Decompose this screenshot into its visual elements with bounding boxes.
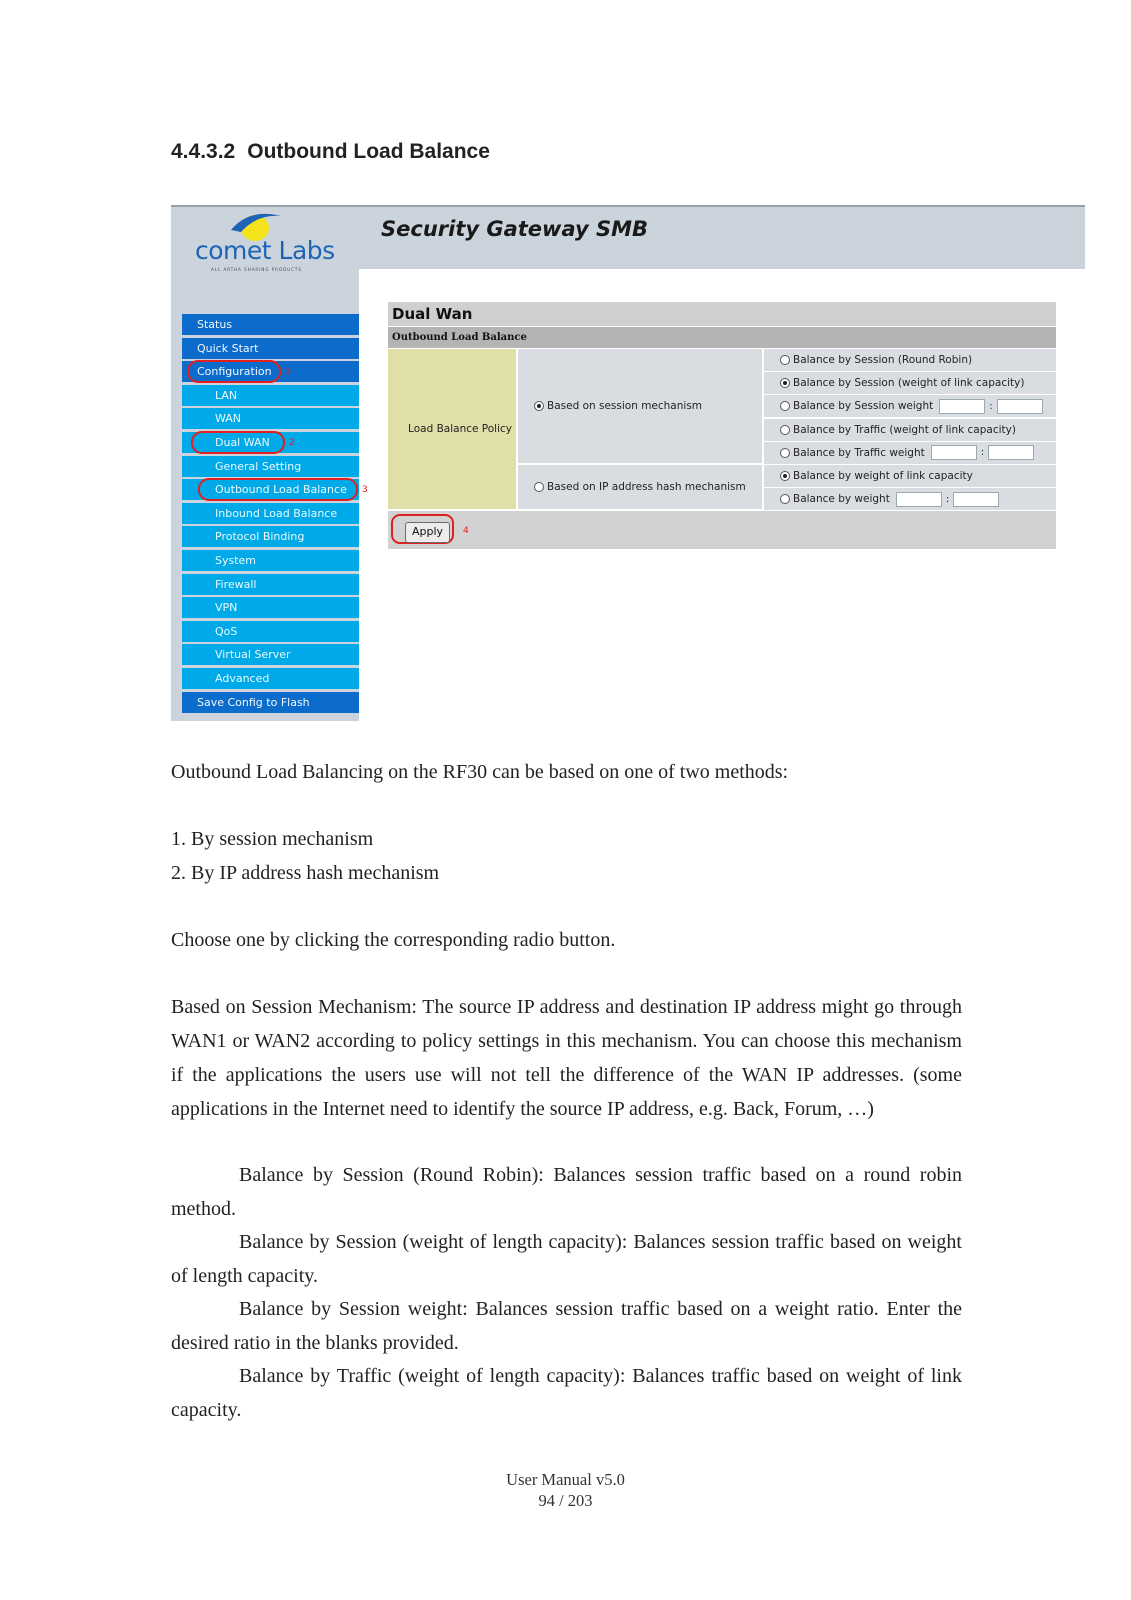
sidebar-item-label: Inbound Load Balance — [215, 506, 338, 520]
session-mechanism-option[interactable] — [518, 349, 762, 463]
method-item: 1. By session mechanism — [171, 828, 374, 850]
session-weight-length-paragraph: Balance by Session (weight of length capacity): Balances session traffic based on weight of length capacity. — [171, 1231, 962, 1287]
marker-number: 1 — [285, 367, 291, 378]
weight-separator: : — [989, 400, 993, 412]
sidebar-item-label: General Setting — [215, 459, 302, 473]
sidebar-item-quick-start[interactable] — [182, 338, 359, 359]
marker-ring — [187, 360, 281, 383]
sidebar-item-advanced[interactable] — [182, 668, 359, 689]
ip-hash-mechanism-option[interactable] — [518, 465, 762, 509]
sidebar-item-virtual-server[interactable] — [182, 644, 359, 665]
radio-button[interactable] — [780, 448, 790, 458]
mechanism-label: Based on session mechanism — [547, 400, 703, 412]
comet-labs-logo — [193, 210, 343, 274]
sidebar-item-status[interactable] — [182, 314, 359, 335]
balance-option-label: Balance by weight — [793, 493, 890, 506]
balance-option-label: Balance by Session weight — [793, 400, 934, 413]
sidebar-item-label: QoS — [215, 624, 238, 638]
footer-manual: User Manual v5.0 — [506, 1470, 625, 1489]
balance-option[interactable] — [764, 419, 1056, 441]
sidebar-item-label: VPN — [215, 601, 238, 615]
apply-bar — [388, 511, 1056, 549]
weight-separator: : — [980, 447, 985, 459]
balance-option-label: Balance by Traffic (weight of link capacity) — [793, 423, 1016, 436]
session-mechanism-paragraph: Based on Session Mechanism: The source IP address and destination IP address might go through WAN1 or WAN2 according to policy settings in this mechanism. You can choose this mechanism if the applications the users use will not tell the difference of the WAN IP addresses. (some applications in the Internet need to identify the source IP address, e.g. Back, Forum, …) — [171, 996, 962, 1120]
session-weight-paragraph: Balance by Session weight: Balances session traffic based on a weight ratio. Enter the desired ratio in the blanks provided. — [171, 1298, 962, 1354]
sidebar-item-firewall[interactable] — [182, 574, 359, 595]
sidebar-item-lan[interactable] — [182, 385, 359, 406]
sidebar-item-label: Status — [197, 318, 233, 331]
section-heading — [171, 140, 490, 164]
marker-number: 2 — [289, 437, 295, 448]
method-item: 2. By IP address hash mechanism — [171, 862, 440, 884]
radio-button[interactable] — [780, 378, 790, 388]
sidebar-item-label: Advanced — [215, 671, 270, 685]
round-robin-paragraph: Balance by Session (Round Robin): Balances session traffic based on a round robin method. — [171, 1164, 962, 1220]
balance-option[interactable] — [764, 395, 1056, 417]
weight-input-wan1[interactable] — [896, 492, 942, 507]
mechanism-label: Based on IP address hash mechanism — [547, 481, 746, 493]
marker-ring — [198, 478, 358, 501]
section-title: Outbound Load Balance — [247, 140, 490, 163]
intro-paragraph: Outbound Load Balancing on the RF30 can be based on one of two methods: — [171, 761, 789, 783]
sidebar-item-dual-wan[interactable] — [182, 432, 359, 453]
marker-number: 3 — [362, 485, 368, 496]
radio-button[interactable] — [780, 355, 790, 365]
dual-wan-panel — [388, 302, 1056, 549]
sidebar-item-label: Virtual Server — [215, 648, 291, 662]
sidebar-item-outbound-load-balance[interactable] — [182, 479, 368, 500]
radio-button[interactable] — [780, 494, 790, 504]
app-header — [359, 207, 1085, 269]
sidebar-item-qos[interactable] — [182, 621, 359, 642]
sidebar-item-label: Save Config to Flash — [197, 695, 310, 709]
sidebar-item-general-setting[interactable] — [182, 456, 359, 477]
panel-title: Dual Wan — [388, 302, 1056, 326]
traffic-weight-length-paragraph: Balance by Traffic (weight of length capacity): Balances traffic based on weight of link capacity. — [171, 1365, 962, 1421]
weight-input-wan1[interactable] — [939, 399, 985, 414]
balance-option[interactable] — [764, 442, 1056, 464]
weight-input-wan2[interactable] — [988, 445, 1034, 460]
sidebar-item-wan[interactable] — [182, 408, 359, 429]
sidebar-item-label: WAN — [215, 412, 242, 426]
panel-subtitle: Outbound Load Balance — [388, 326, 1056, 348]
app-title: Security Gateway SMB — [381, 217, 649, 241]
weight-input-wan2[interactable] — [953, 492, 999, 507]
balance-option-label: Balance by Session (Round Robin) — [793, 354, 973, 366]
logo-text: comet Labs — [195, 236, 335, 265]
sidebar-item-label: Firewall — [215, 577, 257, 591]
balance-option[interactable] — [764, 372, 1056, 394]
balance-option[interactable] — [764, 488, 1056, 510]
sidebar-item-label: Dual WAN — [215, 435, 270, 449]
sidebar-item-label: Configuration — [197, 365, 272, 379]
marker-ring — [191, 431, 285, 454]
footer-page-number: 94 / 203 — [538, 1491, 593, 1510]
weight-input-wan1[interactable] — [931, 445, 977, 460]
radio-button[interactable] — [534, 401, 544, 411]
apply-button[interactable]: Apply — [405, 522, 450, 543]
radio-button[interactable] — [780, 425, 790, 435]
balance-option[interactable] — [764, 349, 1056, 371]
choose-paragraph: Choose one by clicking the corresponding radio button. — [171, 929, 616, 951]
sidebar-item-save-config-to-flash[interactable] — [182, 692, 359, 713]
sidebar-item-protocol-binding[interactable] — [182, 526, 359, 547]
radio-button[interactable] — [534, 482, 544, 492]
balance-option-label: Balance by weight of link capacity — [793, 470, 973, 482]
sidebar-item-inbound-load-balance[interactable] — [182, 503, 359, 524]
policy-grid — [388, 348, 1056, 511]
balance-option[interactable] — [764, 465, 1056, 487]
router-ui-screenshot — [171, 205, 1085, 721]
section-number: 4.4.3.2 — [171, 140, 236, 163]
sidebar-item-label: LAN — [215, 388, 238, 402]
logo-tagline: ALL ARTHA SHARING PRODUCTS — [211, 267, 302, 272]
radio-button[interactable] — [780, 401, 790, 411]
weight-input-wan2[interactable] — [997, 399, 1043, 414]
sidebar-item-label: Protocol Binding — [215, 530, 305, 544]
sidebar-item-configuration[interactable] — [182, 361, 359, 382]
marker-number-apply: 4 — [463, 526, 469, 536]
sidebar-nav — [182, 314, 368, 715]
sidebar-item-label: Quick Start — [197, 341, 259, 355]
balance-option-label: Balance by Traffic weight — [793, 446, 925, 459]
radio-button[interactable] — [780, 471, 790, 481]
sidebar-item-label: System — [215, 553, 257, 567]
balance-option-label: Balance by Session (weight of link capacity) — [793, 377, 1025, 390]
sidebar-item-system[interactable] — [182, 550, 359, 571]
sidebar-item-label: Outbound Load Balance — [215, 483, 347, 497]
weight-separator: : — [945, 493, 950, 505]
sidebar-item-vpn[interactable] — [182, 597, 359, 618]
policy-label: Load Balance Policy — [388, 348, 516, 509]
